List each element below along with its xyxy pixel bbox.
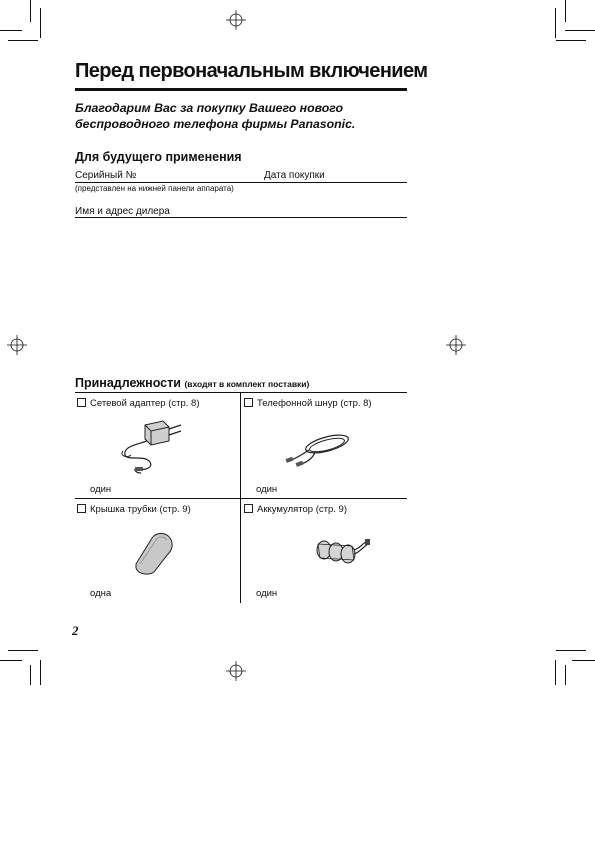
crop-mark-bottom-right: [556, 650, 586, 651]
crop-mark-top-left: [0, 30, 22, 31]
ac-adapter-icon: [115, 415, 190, 475]
intro-line: Благодарим Вас за покупку Вашего нового: [75, 101, 344, 115]
crop-mark-bottom-right: [572, 660, 595, 661]
accessory-quantity: один: [90, 484, 112, 495]
checkbox-icon: [77, 398, 86, 407]
crop-mark-bottom-right: [555, 660, 556, 685]
page-title: Перед первоначальным включением: [75, 60, 428, 82]
accessory-quantity: один: [256, 588, 278, 599]
crop-mark-top-left: [8, 40, 38, 41]
crop-mark-top-right: [565, 30, 595, 31]
accessory-quantity: одна: [90, 588, 112, 599]
registration-mark-left-icon: [7, 335, 27, 355]
accessory-item-label: [244, 398, 372, 409]
crop-mark-bottom-left: [0, 660, 22, 661]
registration-mark-bottom-icon: [226, 661, 246, 681]
registration-mark-top-icon: [226, 10, 246, 30]
crop-mark-bottom-left: [40, 660, 41, 685]
handset-cover-icon: [130, 530, 178, 576]
serial-label: Серийный №: [75, 170, 137, 181]
dealer-label: Имя и адрес дилера: [75, 206, 170, 217]
accessory-label-text: Сетевой адаптер (стр. 8): [90, 398, 200, 409]
serial-note: (представлен на нижней панели аппарата): [75, 184, 234, 193]
accessory-item-label: [244, 504, 347, 515]
accessories-heading: [75, 376, 309, 390]
accessories-top-line: [75, 392, 407, 393]
crop-mark-bottom-left: [30, 665, 31, 685]
accessory-label-text: Телефонной шнур (стр. 8): [257, 398, 372, 409]
serial-date-line: [75, 182, 407, 183]
telephone-cord-icon: [285, 432, 355, 468]
crop-mark-top-right: [556, 40, 586, 41]
intro-text: [75, 100, 405, 132]
crop-mark-top-right: [555, 8, 556, 38]
title-underline: [75, 88, 407, 91]
checkbox-icon: [244, 504, 253, 513]
battery-pack-icon: [310, 530, 372, 574]
accessories-column-divider: [240, 392, 241, 603]
checkbox-icon: [77, 504, 86, 513]
accessory-label-text: Аккумулятор (стр. 9): [257, 504, 347, 515]
future-reference-heading: Для будущего применения: [75, 150, 242, 164]
accessory-quantity: один: [256, 484, 278, 495]
crop-mark-bottom-right: [565, 665, 566, 685]
accessories-heading-text: Принадлежности: [75, 376, 181, 390]
checkbox-icon: [244, 398, 253, 407]
crop-mark-top-right: [565, 0, 566, 22]
purchase-date-label: Дата покупки: [264, 170, 325, 181]
accessory-item-label: [77, 504, 191, 515]
accessory-item-label: [77, 398, 200, 409]
page-number: 2: [72, 623, 79, 638]
crop-mark-top-left: [40, 8, 41, 38]
registration-mark-right-icon: [446, 335, 466, 355]
dealer-line: [75, 217, 407, 218]
intro-line: беспроводного телефона фирмы Panasonic.: [75, 117, 356, 131]
crop-mark-bottom-left: [8, 650, 38, 651]
accessory-label-text: Крышка трубки (стр. 9): [90, 504, 191, 515]
accessories-heading-note: (входят в комплект поставки): [184, 379, 310, 389]
accessories-middle-line: [75, 498, 407, 499]
crop-mark-top-left: [30, 0, 31, 22]
